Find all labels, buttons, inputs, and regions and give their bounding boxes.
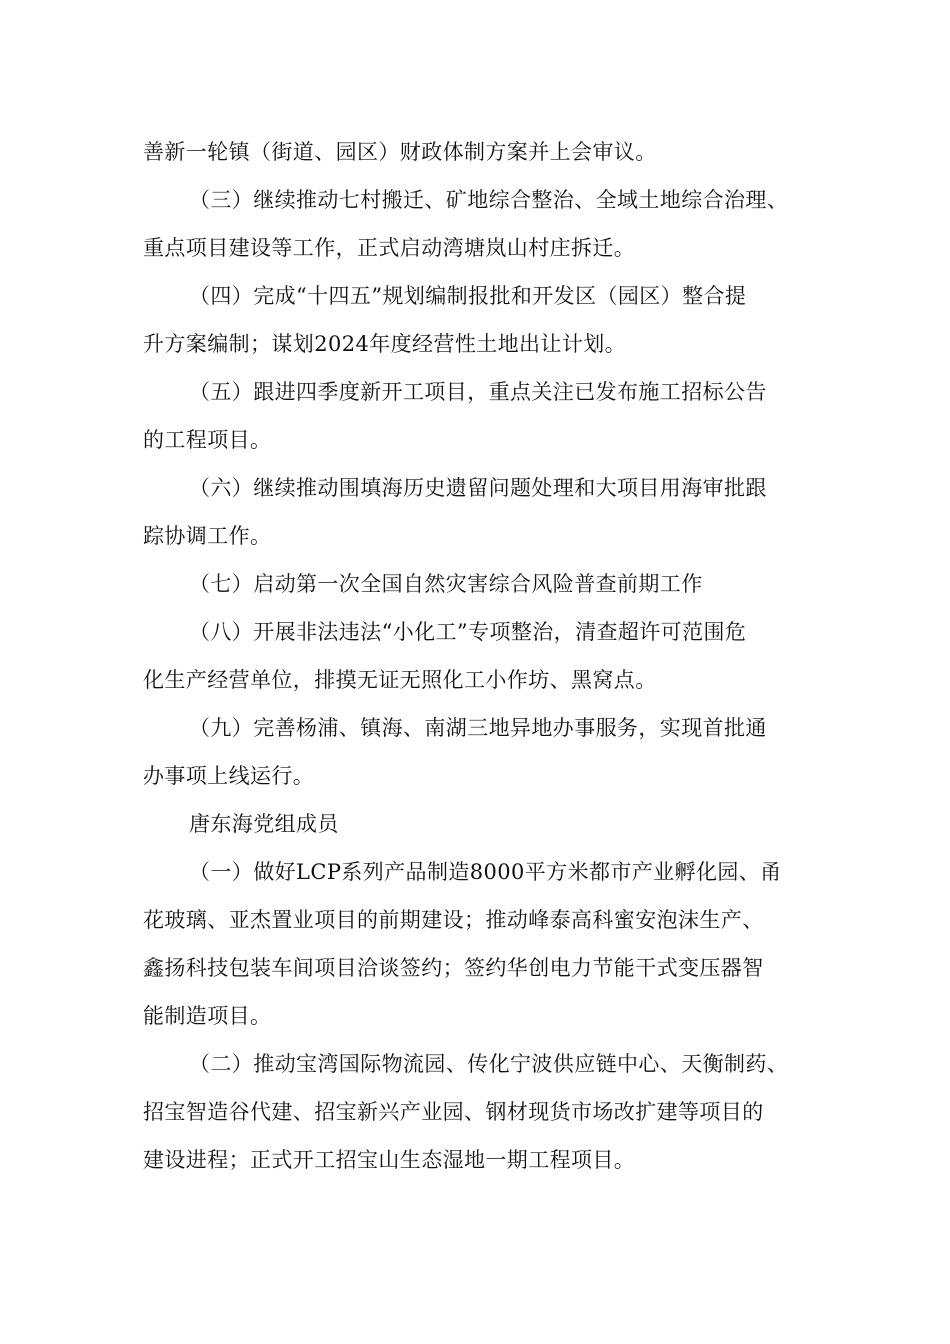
- text-line: （九）完善杨浦、镇海、南湖三地异地办事服务，实现首批通: [189, 716, 767, 740]
- text-line: （六）继续推动围填海历史遗留问题处理和大项目用海审批跟: [189, 476, 767, 500]
- text-line: （七）启动第一次全国自然灾害综合风险普查前期工作: [189, 572, 703, 596]
- text-line: 建设进程；正式开工招宝山生态湿地一期工程项目。: [143, 1148, 636, 1172]
- text-line: （二）推动宝湾国际物流园、传化宁波供应链中心、天衡制药、: [189, 1052, 789, 1076]
- text-line: 善新一轮镇（街道、园区）财政体制方案并上会审议。: [143, 140, 657, 164]
- text-line: （三）继续推动七村搬迁、矿地综合整治、全域土地综合治理、: [189, 188, 789, 212]
- text-line: 鑫扬科技包装车间项目洽谈签约；签约华创电力节能干式变压器智: [143, 956, 764, 980]
- text-line: 的工程项目。: [143, 428, 272, 452]
- text-line: （一）做好LCP系列产品制造8000平方米都市产业孵化园、甬: [189, 860, 782, 884]
- text-line: 办事项上线运行。: [143, 764, 315, 788]
- text-line: 踪协调工作。: [143, 524, 272, 548]
- document-body: [143, 128, 833, 1184]
- text-line: 能制造项目。: [143, 1004, 272, 1028]
- text-line: （四）完成“十四五”规划编制报批和开发区（园区）整合提: [189, 284, 747, 308]
- text-line: 重点项目建设等工作，正式启动湾塘岚山村庄拆迁。: [143, 236, 636, 260]
- text-line: （八）开展非法违法“小化工”专项整治，清查超许可范围危: [189, 620, 747, 644]
- text-line: 招宝智造谷代建、招宝新兴产业园、钢材现货市场改扩建等项目的: [143, 1100, 764, 1124]
- section-heading: 唐东海党组成员: [189, 812, 339, 836]
- text-line: 化生产经营单位，排摸无证无照化工小作坊、黑窝点。: [143, 668, 657, 692]
- text-line: （五）跟进四季度新开工项目，重点关注已发布施工招标公告: [189, 380, 767, 404]
- text-line: 花玻璃、亚杰置业项目的前期建设；推动峰泰高科蜜安泡沫生产、: [143, 908, 764, 932]
- text-line: 升方案编制；谋划2024年度经营性土地出让计划。: [143, 332, 627, 356]
